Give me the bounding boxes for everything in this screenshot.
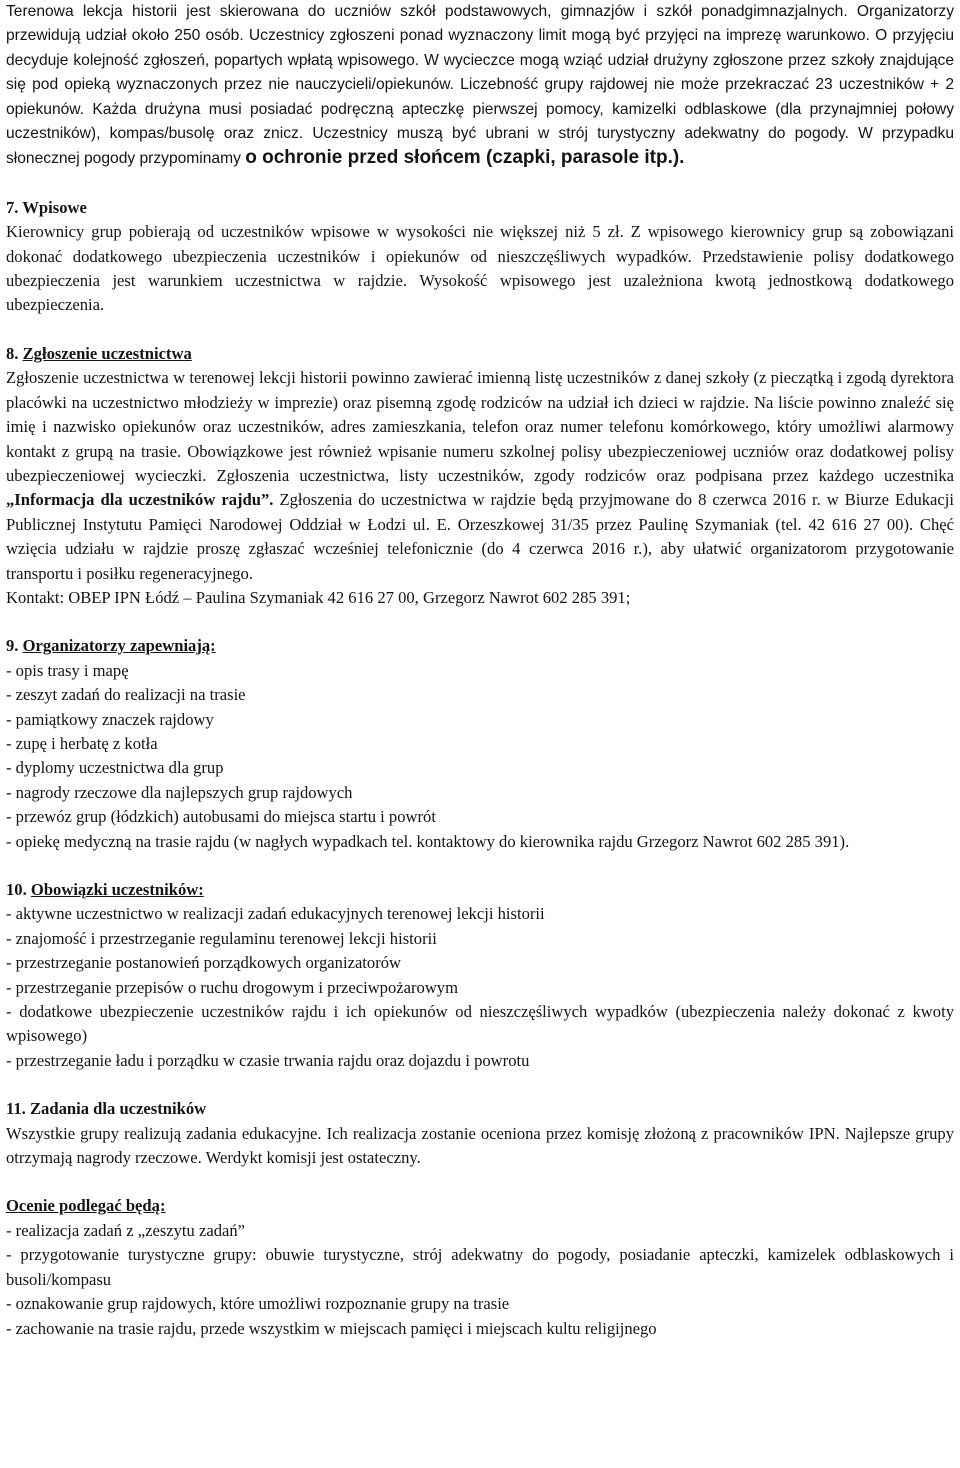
spacer xyxy=(6,318,954,342)
list-item: - opis trasy i mapę xyxy=(6,660,129,680)
list-item: - dyplomy uczestnictwa dla grup xyxy=(6,758,224,778)
section-9-title: Organizatorzy zapewniają: xyxy=(22,636,216,656)
section-7-title: Wpisowe xyxy=(22,197,87,217)
section-10-heading xyxy=(6,878,954,902)
section-8-contact: Kontakt: OBEP IPN Łódź – Paulina Szymaniak 42 616 27 00, Grzegorz Nawrot 602 285 391; xyxy=(6,587,631,607)
section-7-number: 7. xyxy=(6,197,19,217)
list-item: - przestrzeganie postanowień porządkowych organizatorów xyxy=(6,953,402,973)
section-10-number: 10. xyxy=(6,880,27,899)
section-8 xyxy=(6,342,954,610)
evaluation-list xyxy=(6,1219,954,1341)
list-item: - pamiątkowy znaczek rajdowy xyxy=(6,709,214,729)
section-7-heading xyxy=(6,196,954,220)
list-item: - przestrzeganie przepisów o ruchu drogowym i przeciwpożarowym xyxy=(6,977,459,997)
section-9 xyxy=(6,634,954,854)
intro-text: Terenowa lekcja historii jest skierowana do uczniów szkół podstawowych, gimnazjów i szkół ponadgimnazjalnych. Organizatorzy przewidują udział około 250 osób. Uczestnicy zgłoszeni ponad wyznaczony limit mogą być przyjęci na imprezę warunkowo. O przyjęciu decyduje kolejność zgłoszeń, popartych wpłatą wpisowego. W wycieczce mogą wziąć udział drużyny zgłoszone przez szkoły znajdujące się pod opieką wyznaczonych przez nie nauczycieli/opiekunów. Liczebność grupy rajdowej nie może przekraczać 23 uczestników + 2 opiekunów. Każda drużyna musi posiadać podręczną apteczkę pierwszej pomocy, kamizelki odblaskowe (dla przynajmniej połowy uczestników), kompas/busolę oraz znicz. Uczestnicy muszą być ubrani w strój turystyczny adekwatny do pogody. W przypadku słonecznej pogody przypominamy xyxy=(6,3,954,168)
section-8-number: 8. xyxy=(6,343,19,363)
list-item: - dodatkowe ubezpieczenie uczestników rajdu i ich opiekunów od nieszczęśliwych wypadków (ubezpieczenia należy dokonać z kwoty wpisowego) xyxy=(6,1002,954,1046)
section-9-number: 9. xyxy=(6,636,19,656)
section-11-body: Wszystkie grupy realizują zadania edukacyjne. Ich realizacja zostanie oceniona przez komisję złożoną z pracowników IPN. Najlepsze grupy otrzymają nagrody rzeczowe. Werdykt komisji jest ostateczny. xyxy=(6,1123,954,1168)
section-10 xyxy=(6,878,954,1073)
section-8-title: Zgłoszenie uczestnictwa xyxy=(22,343,192,363)
list-item: - nagrody rzeczowe dla najlepszych grup rajdowych xyxy=(6,782,353,802)
evaluation-section xyxy=(6,1194,954,1340)
section-8-text-2: Zgłoszenia do uczestnictwa w rajdzie będą przyjmowane do 8 czerwca 2016 r. w Biurze Edukacji Publicznej Instytutu Pamięci Narodowej Oddział w Łodzi ul. E. Orzeszkowej 31/35 przez Paulinę Szymaniak (tel. 42 616 27 00). Chęć wzięcia udziału w rajdzie proszę zgłaszać wcześniej telefonicznie (do 4 czerwca 2016 r.), aby ułatwić organizatorom przygotowanie transportu i posiłku regeneracyjnego. xyxy=(6,490,954,583)
list-item: - zupę i herbatę z kotła xyxy=(6,733,158,753)
section-7 xyxy=(6,196,954,318)
section-11-number: 11. xyxy=(6,1099,26,1119)
list-item: - znajomość i przestrzeganie regulaminu terenowej lekcji historii xyxy=(6,928,437,948)
spacer xyxy=(6,1170,954,1194)
list-item: - przygotowanie turystyczne grupy: obuwie turystyczne, strój adekwatny do pogody, posiadanie apteczki, kamizelek odblaskowych i busoli/kompasu xyxy=(6,1245,954,1289)
list-item: - przewóz grup (łódzkich) autobusami do miejsca startu i powrót xyxy=(6,807,436,827)
section-11-heading xyxy=(6,1097,954,1121)
list-item: - realizacja zadań z „zeszytu zadań” xyxy=(6,1220,246,1240)
section-10-title: Obowiązki uczestników: xyxy=(30,880,204,899)
section-11-title: Zadania dla uczestników xyxy=(29,1099,207,1119)
spacer xyxy=(6,172,954,196)
section-8-info-title: „Informacja dla uczestników rajdu”. xyxy=(6,490,274,510)
list-item: - zeszyt zadań do realizacji na trasie xyxy=(6,685,246,705)
section-8-body xyxy=(6,366,954,586)
section-10-list xyxy=(6,902,954,1073)
section-9-list xyxy=(6,659,954,854)
spacer xyxy=(6,1073,954,1097)
list-item: - aktywne uczestnictwo w realizacji zadań edukacyjnych terenowej lekcji historii xyxy=(6,904,545,924)
list-item: - przestrzeganie ładu i porządku w czasie trwania rajdu oraz dojazdu i powrotu xyxy=(6,1050,530,1070)
section-11 xyxy=(6,1097,954,1170)
section-9-heading xyxy=(6,634,954,658)
spacer xyxy=(6,854,954,878)
list-item: - oznakowanie grup rajdowych, które umożliwi rozpoznanie grupy na trasie xyxy=(6,1294,510,1314)
list-item: - opiekę medyczną na trasie rajdu (w nagłych wypadkach tel. kontaktowy do kierownika rajdu Grzegorz Nawrot 602 285 391). xyxy=(6,831,850,851)
spacer xyxy=(6,610,954,634)
section-8-heading xyxy=(6,342,954,366)
list-item: - zachowanie na trasie rajdu, przede wszystkim w miejscach pamięci i miejscach kultu religijnego xyxy=(6,1318,657,1338)
evaluation-heading: Ocenie podlegać będą: xyxy=(6,1196,166,1216)
sun-protection-note: o ochronie przed słońcem (czapki, parasole itp.). xyxy=(245,147,685,169)
section-7-body: Kierownicy grup pobierają od uczestników wpisowe w wysokości nie większej niż 5 zł. Z wpisowego kierownicy grup są zobowiązani dokonać dodatkowego ubezpieczenia uczestników i opiekunów od nieszczęśliwych wypadków. Przedstawienie polisy dodatkowego ubezpieczenia jest warunkiem uczestnictwa w rajdzie. Wysokość wpisowego jest uzależniona kwotą jednostkową dodatkowego ubezpieczenia. xyxy=(6,222,954,315)
intro-paragraph xyxy=(6,0,954,172)
section-8-text: Zgłoszenie uczestnictwa w terenowej lekcji historii powinno zawierać imienną listę uczestników z danej szkoły (z pieczątką i zgodą dyrektora placówki na uczestnictwo młodzieży w imprezie) oraz pisemną zgodę rodziców na udział ich dzieci w rajdzie. Na liście powinno znaleźć się imię i nazwisko opiekunów oraz uczestników, adres zamieszkania, telefon oraz numer telefonu komórkowego, który umożliwi alarmowy kontakt z grupą na trasie. Obowiązkowe jest również wpisanie numeru szkolnej polisy ubezpieczeniowej uczniów oraz dodatkowej polisy ubezpieczeniowej wycieczki. Zgłoszenia uczestnictwa, listy uczestników, zgody rodziców oraz podpisana przez każdego uczestnika xyxy=(6,368,954,485)
